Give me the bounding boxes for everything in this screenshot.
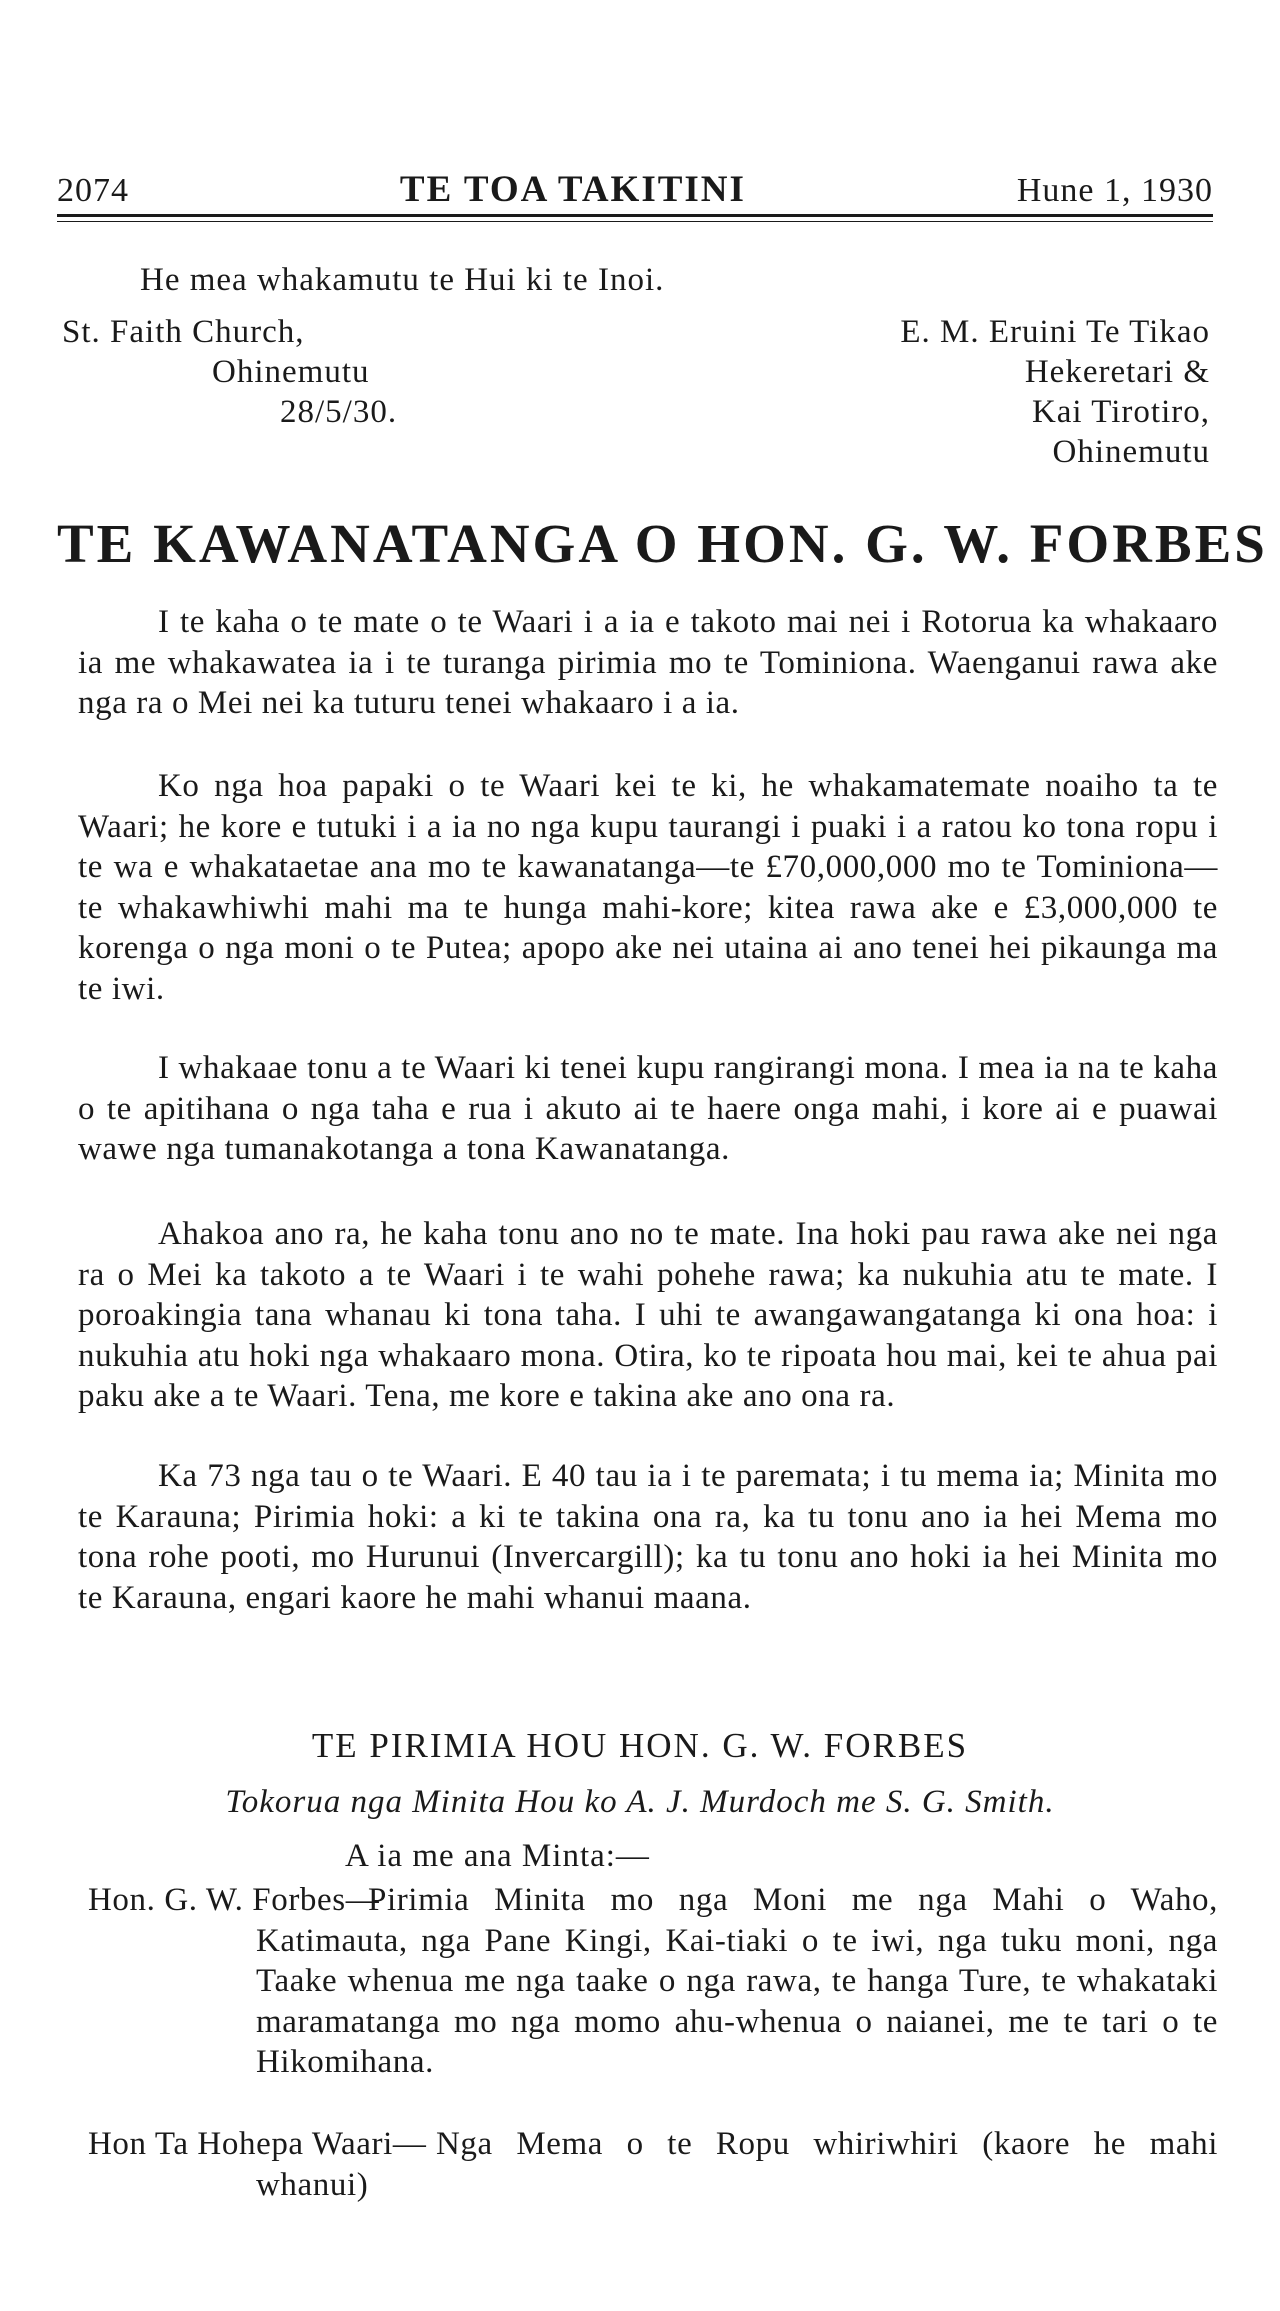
cabinet-intro: A ia me ana Minta:— (345, 1838, 650, 1874)
paragraph-text: I te kaha o te mate o te Waari i a ia e takoto mai nei i Rotorua ka whakaaro ia me whakawatea ia i te turanga pirimia mo te Tominiona. Waenganui rawa ake nga ra o Mei nei ka tuturu tenei whakaaro i a ia. (78, 604, 1218, 721)
publication-title: TE TOA TAKITINI (399, 169, 746, 210)
location-line: Ohinemutu (212, 354, 370, 390)
signatory-place: Ohinemutu (1052, 434, 1210, 470)
article-headline: TE KAWANATANGA O HON. G. W. FORBES (57, 513, 1268, 574)
meeting-location (62, 312, 397, 432)
minister-roles: Nga Mema o te Ropu whiriwhiri (kaore he mahi whanui) (256, 2126, 1218, 2203)
issue-date: Hune 1, 1930 (1016, 172, 1213, 209)
header-rule-thick (57, 214, 1213, 217)
location-date: 28/5/30. (280, 394, 398, 430)
closing-statement: He mea whakamutu te Hui ki te Inoi. (140, 262, 665, 298)
location-line: St. Faith Church, (62, 314, 305, 350)
article-paragraph (78, 1214, 1218, 1417)
article-paragraph (78, 766, 1218, 1009)
page-number: 2074 (57, 172, 129, 209)
minister-entry (88, 1880, 1218, 2083)
minister-roles: Pirimia Minita mo nga Moni me nga Mahi o Waho, Katimauta, nga Pane Kingi, Kai-tiaki o te iwi, nga tuku moni, nga Taake whenua me nga taake o nga rawa, te hanga Ture, te whakataki maramatanga mo nga momo ahu-whenua o naianei, me te tari o te Hikomihana. (256, 1882, 1218, 2080)
header-rule-thin (57, 221, 1213, 222)
paragraph-text: I whakaae tonu a te Waari ki tenei kupu rangirangi mona. I mea ia na te kaha o te apitihana o nga taha e rua i akuto ai te haere onga mahi, i kore ai e puawai wawe nga tumanakotanga a tona Kawanatanga. (78, 1050, 1218, 1167)
paragraph-text: Ahakoa ano ra, he kaha tonu ano no te mate. Ina hoki pau rawa ake nei nga ra o Mei ka takoto a te Waari i te wahi pohehe rawa; ka nukuhia atu te mate. I poroakingia tana whanau ki tona taha. I uhi te awangawangatanga ki ona hoa: i nukuhia atu hoki nga whakaaro mona. Otira, ko te ripoata hou mai, kei te ahua pai paku ake a te Waari. Tena, me kore e takina ake ano ona ra. (78, 1216, 1218, 1414)
signatory-title: Kai Tirotiro, (1031, 394, 1210, 430)
page-header (57, 168, 1213, 211)
minister-entry (88, 2124, 1218, 2205)
minister-name: Hon. G. W. Forbes— (88, 1882, 380, 1918)
cabinet-subtitle: Tokorua nga Minita Hou ko A. J. Murdoch me S. G. Smith. (225, 1784, 1055, 1820)
signatory-name: E. M. Eruini Te Tikao (900, 314, 1210, 350)
article-paragraph (78, 1048, 1218, 1170)
signatory-block (900, 312, 1210, 472)
article-paragraph (78, 1456, 1218, 1618)
article-paragraph (78, 602, 1218, 724)
cabinet-heading: TE PIRIMIA HOU HON. G. W. FORBES (311, 1726, 969, 1765)
minister-name: Hon Ta Hohepa Waari— (88, 2126, 427, 2162)
signatory-title: Hekeretari & (1024, 354, 1210, 390)
paragraph-text: Ka 73 nga tau o te Waari. E 40 tau ia i te paremata; i tu mema ia; Minita mo te Karauna; Pirimia hoki: a ki te takina ona ra, ka tu tonu ano ia hei Mema mo tona rohe pooti, mo Hurunui (Invercargill); ka tu tonu ano hoki ia hei Minita mo te Karauna, engari kaore he mahi whanui maana. (78, 1458, 1218, 1616)
paragraph-text: Ko nga hoa papaki o te Waari kei te ki, he whakamatemate noaiho ta te Waari; he kore e tutuki i a ia no nga kupu taurangi i puaki i a ratou ko tona ropu i te wa e whakataetae ana mo te kawanatanga—te £70,000,000 mo te Tominiona—te whakawhiwhi mahi ma te hunga mahi-kore; kitea rawa ake e £3,000,000 te korenga o nga moni o te Putea; apopo ake nei utaina ai ano tenei hei pikaunga ma te iwi. (78, 768, 1218, 1007)
